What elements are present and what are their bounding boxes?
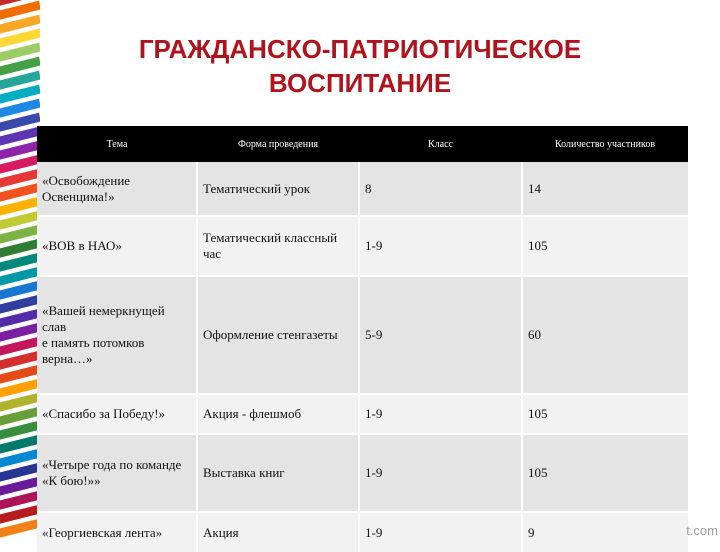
page-title bbox=[40, 32, 680, 100]
cell-topic: «ВОВ в НАО» bbox=[37, 216, 197, 276]
events-table bbox=[37, 126, 688, 552]
cell-grade: 1-9 bbox=[359, 394, 522, 434]
cell-topic-line: е память потомков bbox=[42, 335, 145, 350]
cell-count: 105 bbox=[522, 434, 688, 512]
table-row bbox=[37, 434, 688, 512]
cell-grade: 1-9 bbox=[359, 434, 522, 512]
cell-form: Выставка книг bbox=[197, 434, 359, 512]
cell-count: 105 bbox=[522, 216, 688, 276]
column-header-topic: Тема bbox=[37, 126, 197, 162]
cell-form: Тематический урок bbox=[197, 162, 359, 216]
cell-topic: «Освобождение Освенцима!» bbox=[37, 162, 197, 216]
cell-count: 105 bbox=[522, 394, 688, 434]
watermark: t.com bbox=[686, 523, 718, 538]
cell-form: Акция bbox=[197, 512, 359, 552]
cell-topic bbox=[37, 276, 197, 394]
column-header-grade: Класс bbox=[359, 126, 522, 162]
cell-count: 9 bbox=[522, 512, 688, 552]
cell-topic-line: «Вашей немеркнущей bbox=[42, 303, 165, 318]
cell-grade: 8 bbox=[359, 162, 522, 216]
cell-topic-line: слав bbox=[42, 319, 67, 334]
cell-grade: 1-9 bbox=[359, 512, 522, 552]
cell-form: Акция - флешмоб bbox=[197, 394, 359, 434]
cell-topic: «Георгиевская лента» bbox=[37, 512, 197, 552]
table-header-row bbox=[37, 126, 688, 162]
cell-topic-line: верна…» bbox=[42, 351, 93, 366]
table-row bbox=[37, 394, 688, 434]
cell-grade: 1-9 bbox=[359, 216, 522, 276]
column-header-form: Форма проведения bbox=[197, 126, 359, 162]
cell-form: Оформление стенгазеты bbox=[197, 276, 359, 394]
cell-grade: 5-9 bbox=[359, 276, 522, 394]
column-header-count: Количество участников bbox=[522, 126, 688, 162]
table-row bbox=[37, 512, 688, 552]
table-row bbox=[37, 276, 688, 394]
title-line-1: ГРАЖДАНСКО-ПАТРИОТИЧЕСКОЕ bbox=[138, 34, 582, 64]
cell-topic: «Четыре года по команде «К бою!»» bbox=[37, 434, 197, 512]
table-row bbox=[37, 216, 688, 276]
table-row bbox=[37, 162, 688, 216]
cell-count: 60 bbox=[522, 276, 688, 394]
cell-form: Тематический классный час bbox=[197, 216, 359, 276]
cell-topic: «Спасибо за Победу!» bbox=[37, 394, 197, 434]
title-line-2: ВОСПИТАНИЕ bbox=[268, 68, 452, 98]
pencils-decoration bbox=[0, 0, 40, 540]
cell-count: 14 bbox=[522, 162, 688, 216]
